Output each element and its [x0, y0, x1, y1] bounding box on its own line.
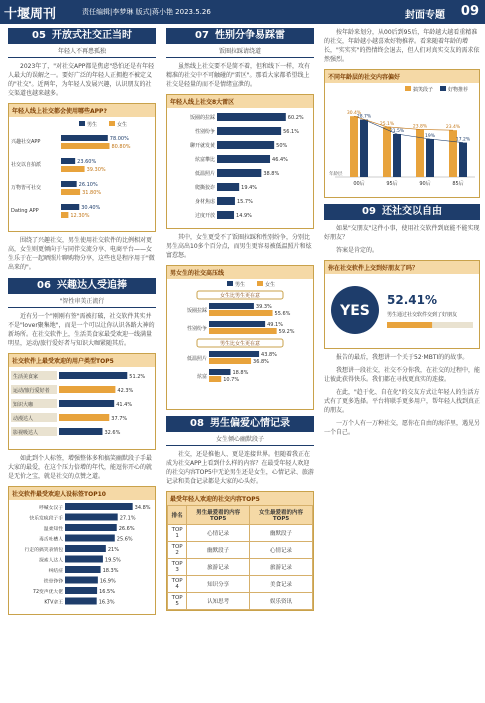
category-label: 饭圈的拉踩: [189, 115, 215, 121]
chart-age-prefs-svg: [325, 83, 479, 193]
bar-a: [350, 116, 358, 177]
category-label: 低温照片: [186, 356, 207, 362]
data-label: 19.5%: [104, 557, 121, 564]
category-label: 铁骨铮铮: [43, 579, 63, 585]
poll-fill: [387, 322, 432, 328]
data-label: 80.80%: [111, 144, 131, 150]
bar: [217, 197, 235, 205]
category-label: 知识大咖: [13, 402, 34, 408]
category-label: 炫富: [196, 374, 207, 380]
paragraph: 我想讲一段社交，社交不分你我，在社交的过程中，能让彼此获得快乐。我们都在寻找更真实的连接。: [324, 367, 481, 383]
paragraph: 2023年了，"对社交APP都是焦虑"恐怕还是有年轻人最大的误解之一。要好广泛的年轻人正拥抱不被定义的"社交"。近两年，为年轻人发展兴趣，认识朋友的社交渠道也越来越多。: [8, 63, 155, 97]
section-06-head: 06 兴趣达人受追捧: [8, 278, 156, 294]
paragraph: 虽然线上社交要不是简不着，但和线下一样，攻有精准的社交中不可触碰的"雷区"。那看大家都希望线上社交是轻量的而不是情绪宣泄的。: [166, 63, 311, 88]
paragraph: 一万个人有一万种社交，愿你在自由的海洋里，遇见另一个自己。: [324, 420, 481, 436]
data-label: 30.4%: [346, 111, 362, 117]
category-label: 探索人达人: [39, 558, 63, 564]
bar-b: [360, 120, 368, 177]
category-label: 呼喊女汉子: [39, 506, 63, 511]
chart-user-types-svg: [9, 367, 155, 445]
section-07-sub: 饭圈拉踩请绕道: [166, 44, 314, 58]
bar-female: [209, 310, 273, 316]
data-label: 39.30%: [86, 167, 106, 173]
bar-female: [209, 376, 221, 382]
paragraph: 如果"交朋友"这件小事，使用社交软件到底能不能实现好朋友？: [324, 225, 480, 241]
category-label: 性别纷争: [194, 129, 215, 135]
group-label: 女生比男生更在意: [219, 293, 261, 299]
data-label: 26.10%: [78, 182, 98, 188]
masthead: 十堰周刊: [4, 7, 57, 22]
data-label: 36.8%: [253, 359, 269, 365]
bar: [59, 372, 127, 379]
data-label: 49.1%: [267, 322, 284, 328]
data-label: 17.2%: [455, 137, 471, 143]
data-label: 60.2%: [287, 115, 304, 121]
data-label: 50%: [276, 143, 288, 149]
data-label: 18.3%: [102, 568, 119, 574]
content-top5-table: [167, 505, 313, 610]
category-label: 万物皆可社交: [11, 185, 42, 191]
paragraph: 如此到个人标签，增强整体多和搞笑幽默段子手最大家的最爱，在这个压力倍增的年代，能逗你开心的就是无价之宝，就是社交的点赞之道。: [8, 455, 153, 480]
category-label: KTV拿王: [44, 600, 63, 606]
chart-apps-svg: [9, 117, 155, 227]
chart-tags: [8, 486, 156, 615]
bar: [217, 211, 234, 219]
category-label: 性别纷争: [186, 326, 207, 332]
bar: [65, 514, 118, 521]
bar: [217, 183, 239, 191]
chart-title: 年轻人线上社交8大雷区: [167, 95, 313, 108]
section-08-head: 08 男生偏爱心情记录: [166, 416, 314, 432]
section-09-head: 09 还社交以自由: [324, 204, 480, 220]
data-label: 78.00%: [109, 136, 129, 142]
bar: [59, 386, 115, 393]
bar-b: [426, 139, 434, 177]
bar-a: [383, 127, 391, 177]
table-row: TOP 3 旅游记录 旅游记录: [168, 559, 313, 576]
category-label: 身材焦虑: [194, 199, 215, 205]
section-07-head: 07 性别分争易踩雷: [166, 28, 314, 44]
chart-gender-lines-svg: [167, 279, 313, 405]
section-08-sub: 女生倾心幽默段子: [166, 432, 314, 446]
bar-male: [61, 158, 75, 164]
column-2: [166, 28, 314, 700]
poll-title: 你在社交软件上交到好朋友了吗？: [325, 261, 479, 274]
column-1: [8, 28, 156, 700]
data-label: 41.4%: [116, 402, 133, 408]
bar: [65, 545, 106, 552]
bar: [59, 414, 109, 421]
bar-female: [61, 212, 68, 218]
bar: [217, 169, 261, 177]
paragraph: 按年龄来划分，从00后到95后，年龄越大越看重精准的社交，年龄越小越喜欢好物推荐。看来随着年龄的增长，"实实实"的热情终会退去，但人们对真实交友的需求依然强烈。: [324, 29, 480, 63]
data-label: 43.8%: [261, 352, 277, 358]
category-label: 兴趣社交APP: [11, 139, 41, 145]
bar-male: [61, 135, 108, 141]
paragraph: 社交，还是推他人、更是连接世界。但随着我正在成为社交APP上看到什么样的内容？在最受年轻人欢迎的社交内容TOP5中无论男生还是女生，心情记录、旅游记录和美食记录都是大家的心头好。: [166, 451, 314, 485]
data-label: 23.4%: [445, 125, 461, 131]
paragraph: 答案是肯定的。: [336, 247, 379, 254]
bar: [65, 587, 97, 594]
data-label: 23.60%: [77, 159, 97, 165]
data-label: 26.6%: [118, 526, 135, 532]
data-label: 19%: [424, 134, 436, 139]
group-label: 男生比女生更在意: [219, 341, 261, 347]
data-label: 46.4%: [272, 157, 288, 163]
data-label: 14.9%: [236, 213, 252, 219]
category-label: 影视吸达人: [13, 430, 39, 436]
data-label: 27.1%: [119, 515, 136, 522]
category-label: 毒舌吐槽人: [39, 537, 63, 543]
data-label: 15.7%: [236, 199, 253, 205]
category-label: 温柔知性: [43, 527, 63, 532]
table-title: 最受年轻人欢迎的社交内容TOP5: [167, 492, 313, 505]
poll-svg: [325, 274, 479, 344]
paragraph: 在此，"趋于化、自在化"的交友方式让年轻人的生活方式有了更多选择。平台将联手更多用户，帮年轻人找到真正的朋友。: [324, 389, 481, 414]
chart-title: 社交软件上最受欢迎的用户类型TOP5: [9, 354, 155, 367]
chart-age-prefs: [324, 69, 480, 198]
bar: [65, 566, 101, 573]
category-label: 快乐发疯段子手: [29, 516, 63, 522]
data-label: 19.4%: [241, 185, 258, 191]
editor-line: 责任编辑|李梦琳 版式|蒋小艳 2023.5.26: [82, 8, 211, 16]
bar: [65, 577, 98, 584]
category-label: 过度开放: [194, 213, 215, 219]
category-label: 炫富攀比: [194, 157, 215, 163]
chart-red-zones-svg: [167, 108, 313, 224]
axis-label: 年龄层: [329, 172, 343, 177]
data-label: 10.7%: [223, 377, 240, 383]
bar-male: [209, 303, 254, 309]
table-header-row: 排名 男生最爱看的内容TOP5 女生最爱看的内容TOP5: [168, 506, 313, 525]
chart-gender-lines: [166, 265, 314, 410]
chart-title: 年轻人线上社交都会使用哪些APP?: [9, 104, 155, 117]
bar-male: [209, 321, 265, 327]
category-label: 行走的搞笑表情包: [24, 548, 63, 553]
tick-label: 90后: [419, 181, 431, 187]
content-table: [166, 491, 314, 611]
legend-label: 好物推荐: [448, 87, 469, 93]
data-label: 16.9%: [99, 578, 116, 585]
paragraph: 其中，女生更受不了饭圈拉踩和性别纷争，分别比男生高出10多个百分点，而男生更容易被低温照片和炫富惹怒。: [166, 234, 312, 259]
data-label: 42.3%: [117, 388, 134, 394]
bar: [59, 400, 114, 407]
table-row: TOP 1 心情记录 幽默段子: [168, 525, 313, 542]
legend-swatch-a: [405, 86, 411, 91]
category-label: 低温照片: [194, 171, 215, 177]
data-label: 16.5%: [99, 589, 115, 595]
legend-label: 搞笑段子: [413, 87, 434, 93]
legend-label: 女生: [265, 282, 276, 288]
category-label: 纠结症: [48, 569, 63, 574]
legend-label: 男生: [87, 122, 98, 128]
bar-b: [393, 134, 401, 177]
category-label: Dating APP: [11, 208, 39, 214]
data-label: 16.3%: [98, 599, 115, 606]
legend-label: 男生: [235, 282, 246, 288]
legend-swatch-b: [440, 86, 446, 91]
legend-label: 女生: [117, 122, 128, 128]
section-05-sub: 年轻人不再患孤独: [8, 44, 156, 58]
data-label: 39.3%: [255, 304, 272, 310]
bar-male: [61, 204, 79, 210]
bar: [65, 503, 133, 510]
bar-female: [61, 143, 109, 149]
page-number: 09: [460, 4, 479, 19]
category-label: 饭圈拉踩: [186, 308, 207, 314]
section-05-head: 05 开放式社交正当时: [8, 28, 156, 44]
data-label: 38.8%: [263, 171, 280, 177]
data-label: 25.6%: [116, 536, 133, 543]
bar-female: [209, 328, 277, 334]
chart-title: 社交软件最受欢迎人设标签TOP10: [9, 487, 155, 500]
bar-a: [416, 129, 424, 177]
data-label: 55.6%: [274, 311, 291, 317]
tick-label: 00后: [353, 181, 365, 187]
page-header: [0, 0, 485, 24]
category-label: 生活美食家: [13, 374, 39, 380]
paragraph: 围绕了兴趣社交，男生使用社交软件的比例相对更高，女生则更倾向于与同伴交流分享、电商平台——女生乐于在一起晒照片聊购物分享，这些也是程序用于"微出来的"。: [8, 237, 155, 271]
column-3: [324, 28, 480, 700]
category-label: 爬撕狡诈: [194, 185, 215, 191]
bar: [217, 113, 286, 121]
chart-user-types: [8, 353, 156, 450]
poll-percent: 52.41%: [387, 293, 437, 307]
poll-box: [324, 260, 480, 349]
chart-red-zones: [166, 94, 314, 229]
category-label: 社交以自拍派: [11, 162, 42, 168]
chart-apps: [8, 103, 156, 232]
category-label: 运动/旅行爱好者: [13, 388, 50, 394]
bar-female: [209, 358, 251, 364]
data-label: 30.40%: [81, 205, 101, 211]
data-label: 59.2%: [278, 329, 295, 335]
table-row: TOP 5 认知思考 娱乐资讯: [168, 593, 313, 610]
bar: [217, 155, 270, 163]
data-label: 21%: [107, 547, 119, 553]
data-label: 21.5%: [389, 129, 405, 134]
yes-label: YES: [340, 303, 370, 319]
data-label: 34.8%: [134, 505, 151, 511]
legend-swatch-female: [257, 281, 263, 286]
bar-male: [209, 351, 259, 357]
paragraph: 报告的最后，我想讲一个关于52·MBTI的的故事。: [336, 354, 469, 361]
data-label: 37.7%: [111, 416, 128, 422]
bar: [217, 127, 281, 135]
tick-label: 95后: [386, 181, 398, 187]
legend-swatch-male: [79, 121, 85, 126]
section-title: 封面专题: [405, 10, 445, 21]
bar: [65, 535, 115, 542]
table-row: TOP 2 幽默段子 心情记录: [168, 542, 313, 559]
data-label: 31.80%: [82, 190, 102, 196]
bar: [217, 141, 274, 149]
category-label: 72变声优大佬: [32, 590, 63, 595]
bar-male: [61, 181, 77, 187]
legend-swatch-male: [227, 281, 233, 286]
chart-tags-svg: [9, 500, 155, 610]
bar: [65, 598, 97, 605]
poll-percent-label: 男生通过社交软件交到了好朋友: [387, 312, 458, 318]
section-06-sub: "智性审美正流行: [8, 294, 156, 308]
data-label: 25.1%: [379, 121, 395, 127]
category-label: 聊开就发黄: [189, 143, 215, 149]
bar-male: [209, 369, 230, 375]
table-row: TOP 4 知识分享 美食记录: [168, 576, 313, 593]
bar-b: [459, 143, 467, 177]
bar: [65, 524, 117, 531]
data-label: 51.2%: [129, 374, 146, 380]
data-label: 18.8%: [232, 370, 249, 376]
data-label: 56.1%: [283, 129, 300, 135]
category-label: 动漫达人: [13, 416, 34, 422]
data-label: 12.30%: [70, 213, 90, 219]
bar-female: [61, 166, 85, 172]
paragraph: 近有另一个"刚刚有签"需被打破，社交软件其实并不是"lover聚集地"，而是一个可以让你认识各路大神的新场所。在社交软件上，生活美食家最受欢迎一线满量明星，运动/旅行爱好者与知识大咖紧随其后。: [8, 313, 155, 347]
bar: [65, 556, 103, 563]
series-line-b: [364, 120, 463, 143]
tick-label: 85后: [452, 181, 464, 187]
legend-swatch-female: [109, 121, 115, 126]
data-label: 23.8%: [412, 124, 428, 130]
data-label: 32.6%: [104, 430, 121, 436]
bar-female: [61, 189, 80, 195]
data-label: 28.7%: [356, 114, 372, 120]
chart-title: 不同年龄层的社交内容偏好: [325, 70, 479, 83]
bar: [59, 428, 102, 435]
chart-title: 男女生的社交高压线: [167, 266, 313, 279]
